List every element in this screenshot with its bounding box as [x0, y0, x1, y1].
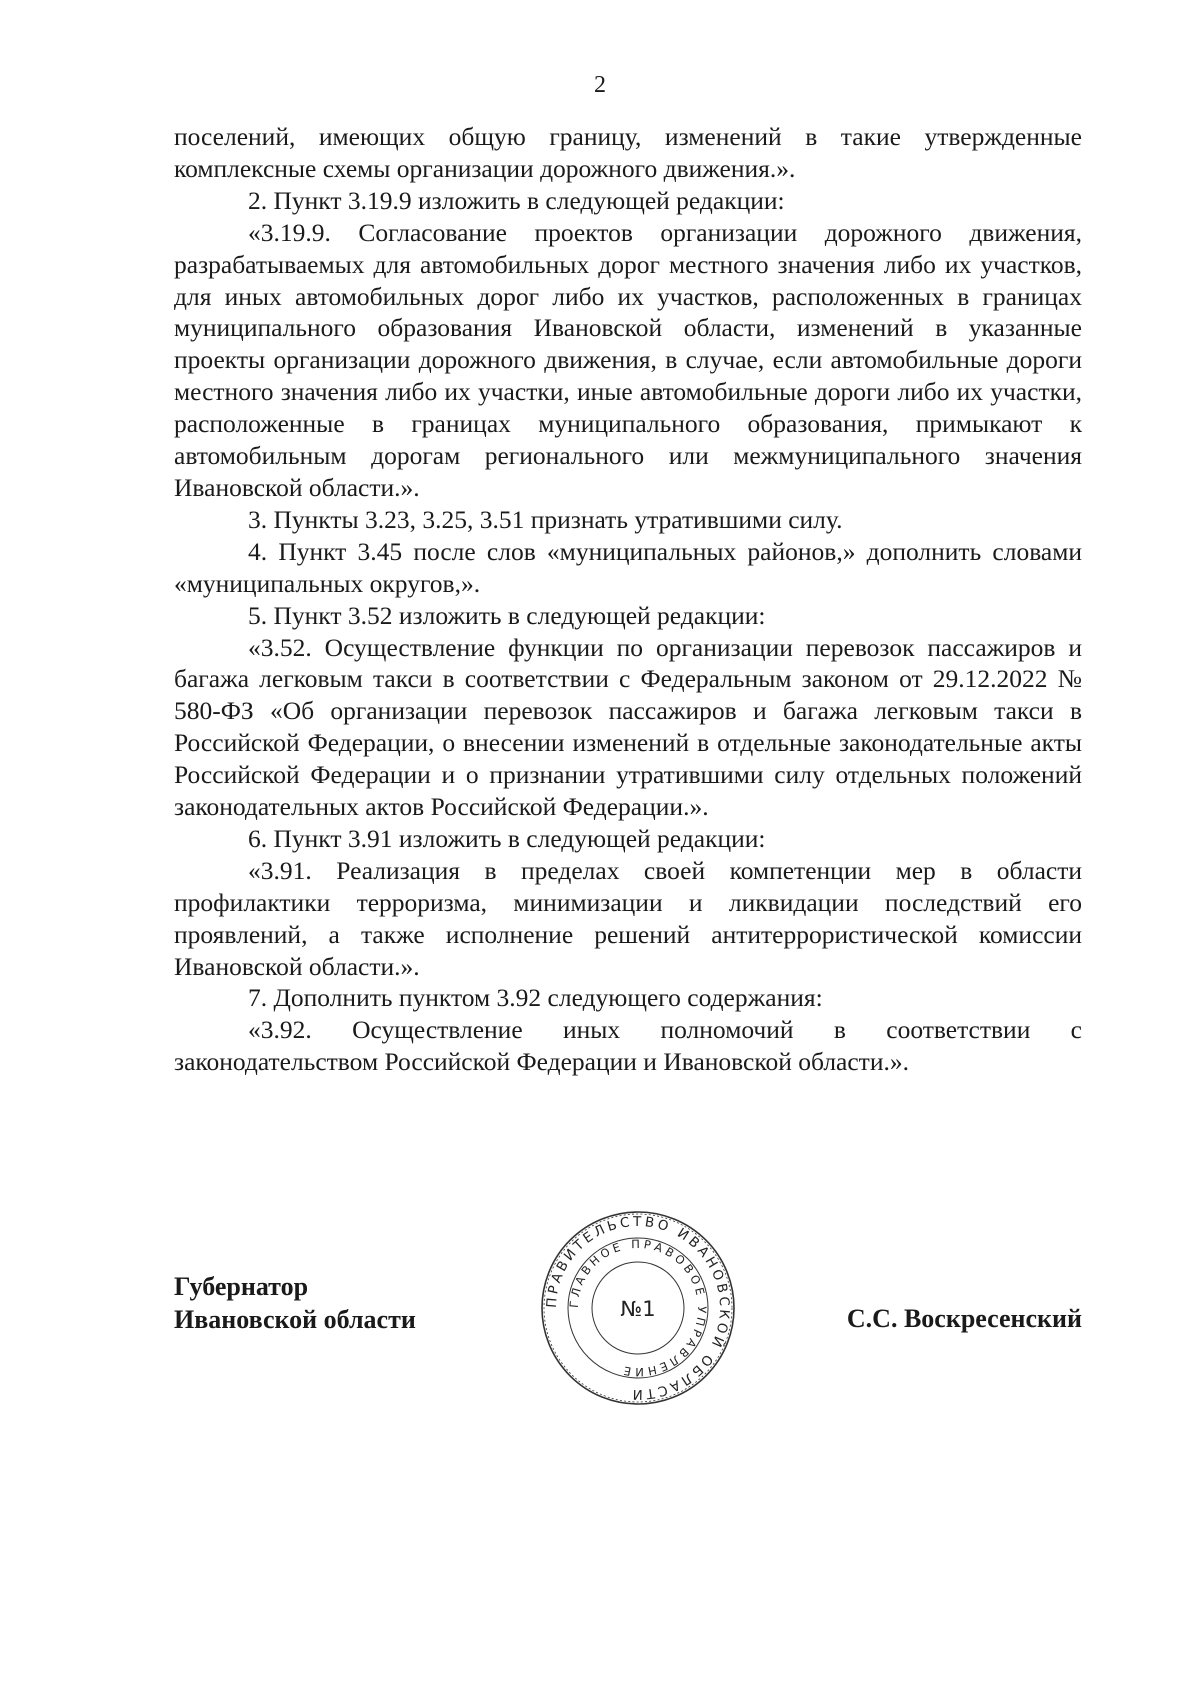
stamp-number: №1: [620, 1297, 656, 1321]
paragraph-continuation: поселений, имеющих общую границу, изменений в такие утвержденные комплексные схемы организации дорожного движения.».: [174, 122, 1082, 183]
stamp-seal-icon: [538, 1208, 738, 1408]
paragraph-item-6: 6. Пункт 3.91 изложить в следующей редакции:: [248, 823, 766, 853]
paragraph-item-4: 4. Пункт 3.45 после слов «муниципальных районов,» дополнить словами «муниципальных округов,».: [174, 536, 1082, 598]
signatory-name: С.С. Воскресенский: [846, 1304, 1082, 1333]
page-number: 2: [594, 72, 606, 98]
paragraph-quote-3-91: «3.91. Реализация в пределах своей компетенции мер в области профилактики терроризма, минимизации и ликвидации последствий его проявлений, а также исполнение решений антитеррористической комиссии Ивановской области.».: [174, 855, 1082, 981]
paragraph-quote-3-92: «3.92. Осуществление иных полномочий в соответствии с законодательством Российской Федерации и Ивановской области.».: [174, 1015, 1082, 1077]
paragraph-item-5: 5. Пункт 3.52 изложить в следующей редакции:: [248, 600, 766, 630]
paragraph-item-7: 7. Дополнить пунктом 3.92 следующего содержания:: [248, 983, 823, 1013]
official-stamp: [538, 1208, 738, 1408]
stamp-inner-text: ГЛАВНОЕ ПРАВОВОЕ УПРАВЛЕНИЕ: [566, 1236, 710, 1380]
stamp-outer-text: ПРАВИТЕЛЬСТВО ИВАНОВСКОЙ ОБЛАСТИ: [543, 1213, 733, 1403]
paragraph-quote-3-52: «3.52. Осуществление функции по организации перевозок пассажиров и багажа легковым такси в соответствии с Федеральным законом от 29.12.2022 № 580-ФЗ «Об организации перевозок пассажиров и багажа легковым такси в Российской Федерации, о внесении изменений в отдельные законодательные акты Российской Федерации и о признании утратившими силу отдельных положений законодательных актов Российской Федерации.».: [174, 632, 1082, 822]
paragraph-item-3: 3. Пункты 3.23, 3.25, 3.51 признать утратившими силу.: [248, 504, 843, 534]
paragraph-quote-3-19-9: «3.19.9. Согласование проектов организации дорожного движения, разрабатываемых для автомобильных дорог местного значения либо их участков, для иных автомобильных дорог либо их участков, расположенных в границах муниципального образования Ивановской области, изменений в указанные проекты организации дорожного движения, в случае, если автомобильные дороги местного значения либо их участки, иные автомобильные дороги либо их участки, расположенные в границах муниципального образования, примыкают к автомобильным дорогам регионального или межмуниципального значения Ивановской области.».: [174, 217, 1082, 502]
paragraph-item-2: 2. Пункт 3.19.9 изложить в следующей редакции:: [248, 185, 785, 215]
document-body: [174, 121, 1082, 1078]
signatory-position-line1: Губернатор: [174, 1272, 309, 1301]
signatory-position: [174, 1270, 416, 1336]
signatory-position-line2: Ивановской области: [174, 1305, 416, 1334]
